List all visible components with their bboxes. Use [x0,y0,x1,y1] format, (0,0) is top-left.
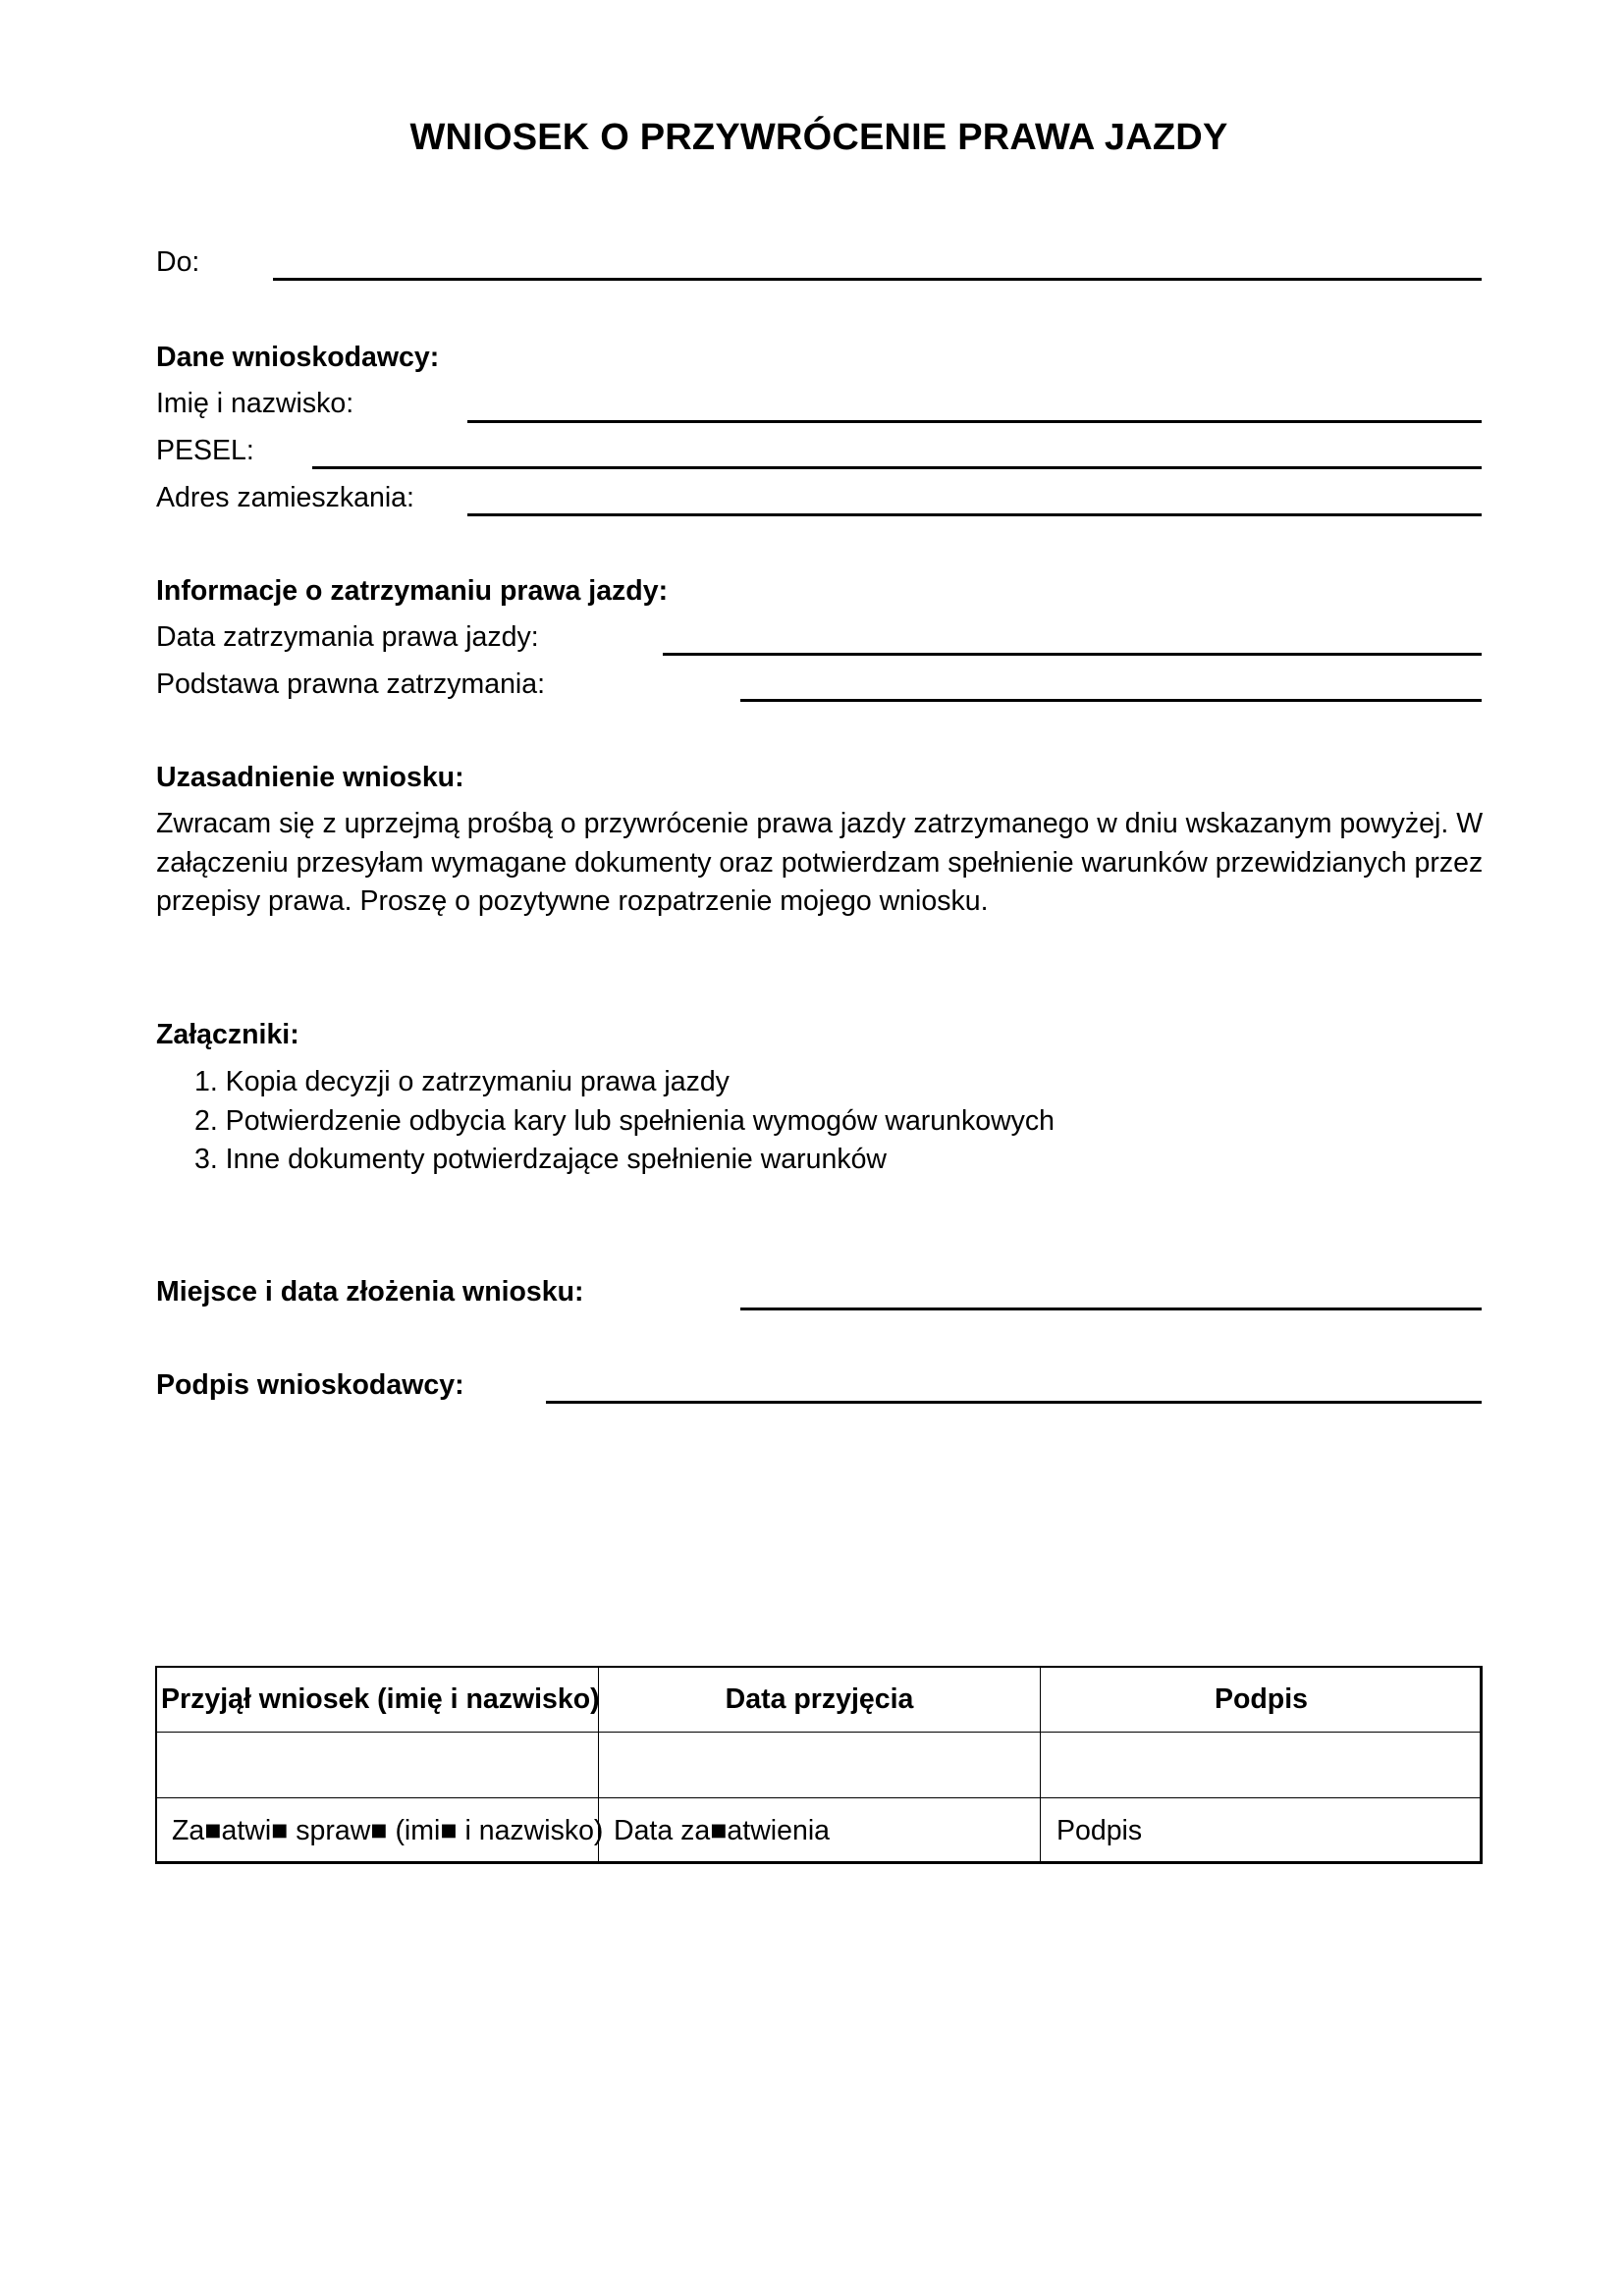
header-received-by: Przyjął wniosek (imię i nazwisko) [156,1667,599,1733]
header-signature: Podpis [1041,1667,1483,1733]
applicant-heading: Dane wnioskodawcy: [156,342,440,373]
address-field-line[interactable] [467,513,1482,516]
received-signature-cell[interactable] [1041,1733,1483,1798]
registry-table [155,1666,1483,1864]
attachment-item: 3. Inne dokumenty potwierdzające spełnienie warunków [194,1144,887,1175]
signature-label: Podpis wnioskodawcy: [156,1369,464,1401]
received-date-cell[interactable] [599,1733,1041,1798]
handled-signature-cell: Podpis [1041,1798,1483,1864]
place-date-label: Miejsce i data złożenia wniosku: [156,1276,584,1308]
attachments-list [194,1063,1055,1180]
legal-basis-label: Podstawa prawna zatrzymania: [156,668,546,700]
pesel-label: PESEL: [156,435,254,466]
attachments-heading: Załączniki: [156,1019,299,1050]
suspension-date-field-line[interactable] [663,653,1482,656]
attachment-item: 1. Kopia decyzji o zatrzymaniu prawa jazdy [194,1066,730,1097]
signature-field-line[interactable] [546,1401,1482,1404]
address-label: Adres zamieszkania: [156,482,414,513]
table-row [156,1798,1483,1864]
table-header-row [156,1667,1483,1733]
to-label: Do: [156,246,200,278]
justification-heading: Uzasadnienie wniosku: [156,762,464,793]
place-date-field-line[interactable] [740,1308,1482,1310]
justification-text: Zwracam się z uprzejmą prośbą o przywrócenie prawa jazdy zatrzymanego w dniu wskazanym powyżej. W załączeniu przesyłam wymagane dokumenty oraz potwierdzam spełnienie warunków przewidzianych przez przepisy prawa. Proszę o pozytywne rozpatrzenie mojego wniosku. [156,808,1484,917]
header-received-date: Data przyjęcia [599,1667,1041,1733]
to-field-line[interactable] [273,278,1482,281]
legal-basis-field-line[interactable] [740,699,1482,702]
name-label: Imię i nazwisko: [156,388,354,419]
suspension-date-label: Data zatrzymania prawa jazdy: [156,621,539,653]
handled-date-cell: Data za■atwienia [599,1798,1041,1864]
pesel-field-line[interactable] [312,466,1482,469]
attachment-item: 2. Potwierdzenie odbycia kary lub spełnienia wymogów warunkowych [194,1104,1056,1137]
suspension-heading: Informacje o zatrzymaniu prawa jazdy: [156,575,669,607]
table-row [156,1733,1483,1798]
name-field-line[interactable] [467,420,1482,423]
document-title: WNIOSEK O PRZYWRÓCENIE PRAWA JAZDY [409,117,1228,158]
received-by-cell[interactable] [156,1733,599,1798]
handled-by-cell: Za■atwi■ spraw■ (imi■ i nazwisko) [156,1798,599,1864]
